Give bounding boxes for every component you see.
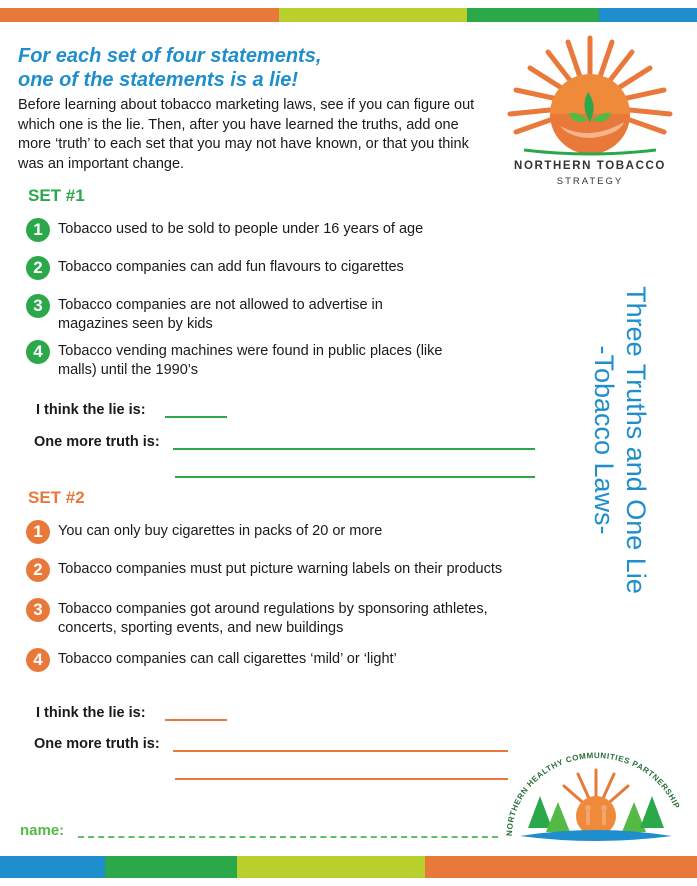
statement-text: Tobacco companies must put picture warning labels on their products [58, 561, 503, 577]
set2-statement-4 [26, 650, 571, 672]
number-1-icon: 1 [26, 218, 50, 242]
number-4-icon: 4 [26, 648, 50, 672]
headline-line2: one of the statements is a lie! [18, 69, 299, 91]
vertical-title-line2: -Tobacco Laws- [589, 345, 619, 535]
trees-family-sun-icon [500, 744, 690, 854]
bar-segment-green [105, 856, 237, 878]
set1-truth-label: One more truth is: [34, 434, 160, 450]
set1-statement-4 [26, 342, 476, 380]
vertical-title [580, 250, 660, 630]
number-3-icon: 3 [26, 294, 50, 318]
statement-text: You can only buy cigarettes in packs of 20 or more [58, 523, 383, 539]
headline-line1: For each set of four statements, [18, 45, 322, 67]
set2-truth-answer-line-2[interactable] [175, 778, 508, 780]
set1-title: SET #1 [28, 186, 85, 205]
number-4-icon: 4 [26, 340, 50, 364]
northern-tobacco-strategy-logo [500, 34, 680, 194]
bar-segment-blue [599, 8, 697, 22]
bar-segment-green [467, 8, 599, 22]
set2-lie-label: I think the lie is: [36, 705, 146, 721]
set2-statement-1 [26, 522, 571, 544]
statement-text: Tobacco companies got around regulations by sponsoring athletes, concerts, sporting events, and new buildings [58, 601, 488, 636]
number-1-icon: 1 [26, 520, 50, 544]
set1-statement-2 [26, 258, 571, 280]
bar-segment-lime [279, 8, 467, 22]
statement-text: Tobacco companies can add fun flavours to cigarettes [58, 259, 404, 275]
statement-text: Tobacco vending machines were found in public places (like malls) until the 1990’s [58, 343, 443, 378]
set1-truth-answer-line-2[interactable] [175, 476, 535, 478]
statement-text: Tobacco used to be sold to people under 16 years of age [58, 221, 424, 237]
number-2-icon: 2 [26, 558, 50, 582]
bar-segment-blue [0, 856, 105, 878]
vertical-title-text [588, 286, 652, 594]
set2-truth-answer-line-1[interactable] [173, 750, 508, 752]
set1-statement-1 [26, 220, 571, 242]
number-3-icon: 3 [26, 598, 50, 622]
set2-statement-2 [26, 560, 571, 582]
bar-segment-orange [425, 856, 697, 878]
intro-text: Before learning about tobacco marketing laws, see if you can figure out which one is the lie. Then, after you have learned the truths, add one more ‘truth’ to each set that you may not have known, or that you think was an important change. [18, 97, 475, 172]
set1-lie-label: I think the lie is: [36, 402, 146, 418]
set2-lie-answer-line[interactable] [165, 719, 227, 721]
bottom-color-bar [0, 856, 697, 878]
set1-statement-3 [26, 296, 426, 334]
statement-text: Tobacco companies can call cigarettes ‘mild’ or ‘light’ [58, 651, 397, 667]
logo-name-line2: STRATEGY [556, 176, 624, 187]
bar-segment-lime [237, 856, 425, 878]
set2-title: SET #2 [28, 488, 85, 507]
headline [18, 44, 488, 92]
vertical-title-line1: Three Truths and One Lie [621, 286, 651, 594]
top-color-bar [0, 8, 697, 22]
set1-truth-answer-line-1[interactable] [173, 448, 535, 450]
number-2-icon: 2 [26, 256, 50, 280]
bar-segment-orange [0, 8, 279, 22]
set2-statement-3 [26, 600, 536, 638]
name-input-line[interactable] [78, 836, 498, 838]
partner-logo-arc-text: NORTHERN HEALTHY COMMUNITIES PARTNERSHIP [504, 750, 682, 837]
set2-truth-label: One more truth is: [34, 736, 160, 752]
logo-name-line1: NORTHERN TOBACCO [514, 160, 666, 172]
statement-text: Tobacco companies are not allowed to advertise in magazines seen by kids [58, 297, 383, 332]
set1-lie-answer-line[interactable] [165, 416, 227, 418]
name-label: name: [20, 822, 65, 839]
northern-healthy-communities-partnership-logo [500, 744, 690, 854]
